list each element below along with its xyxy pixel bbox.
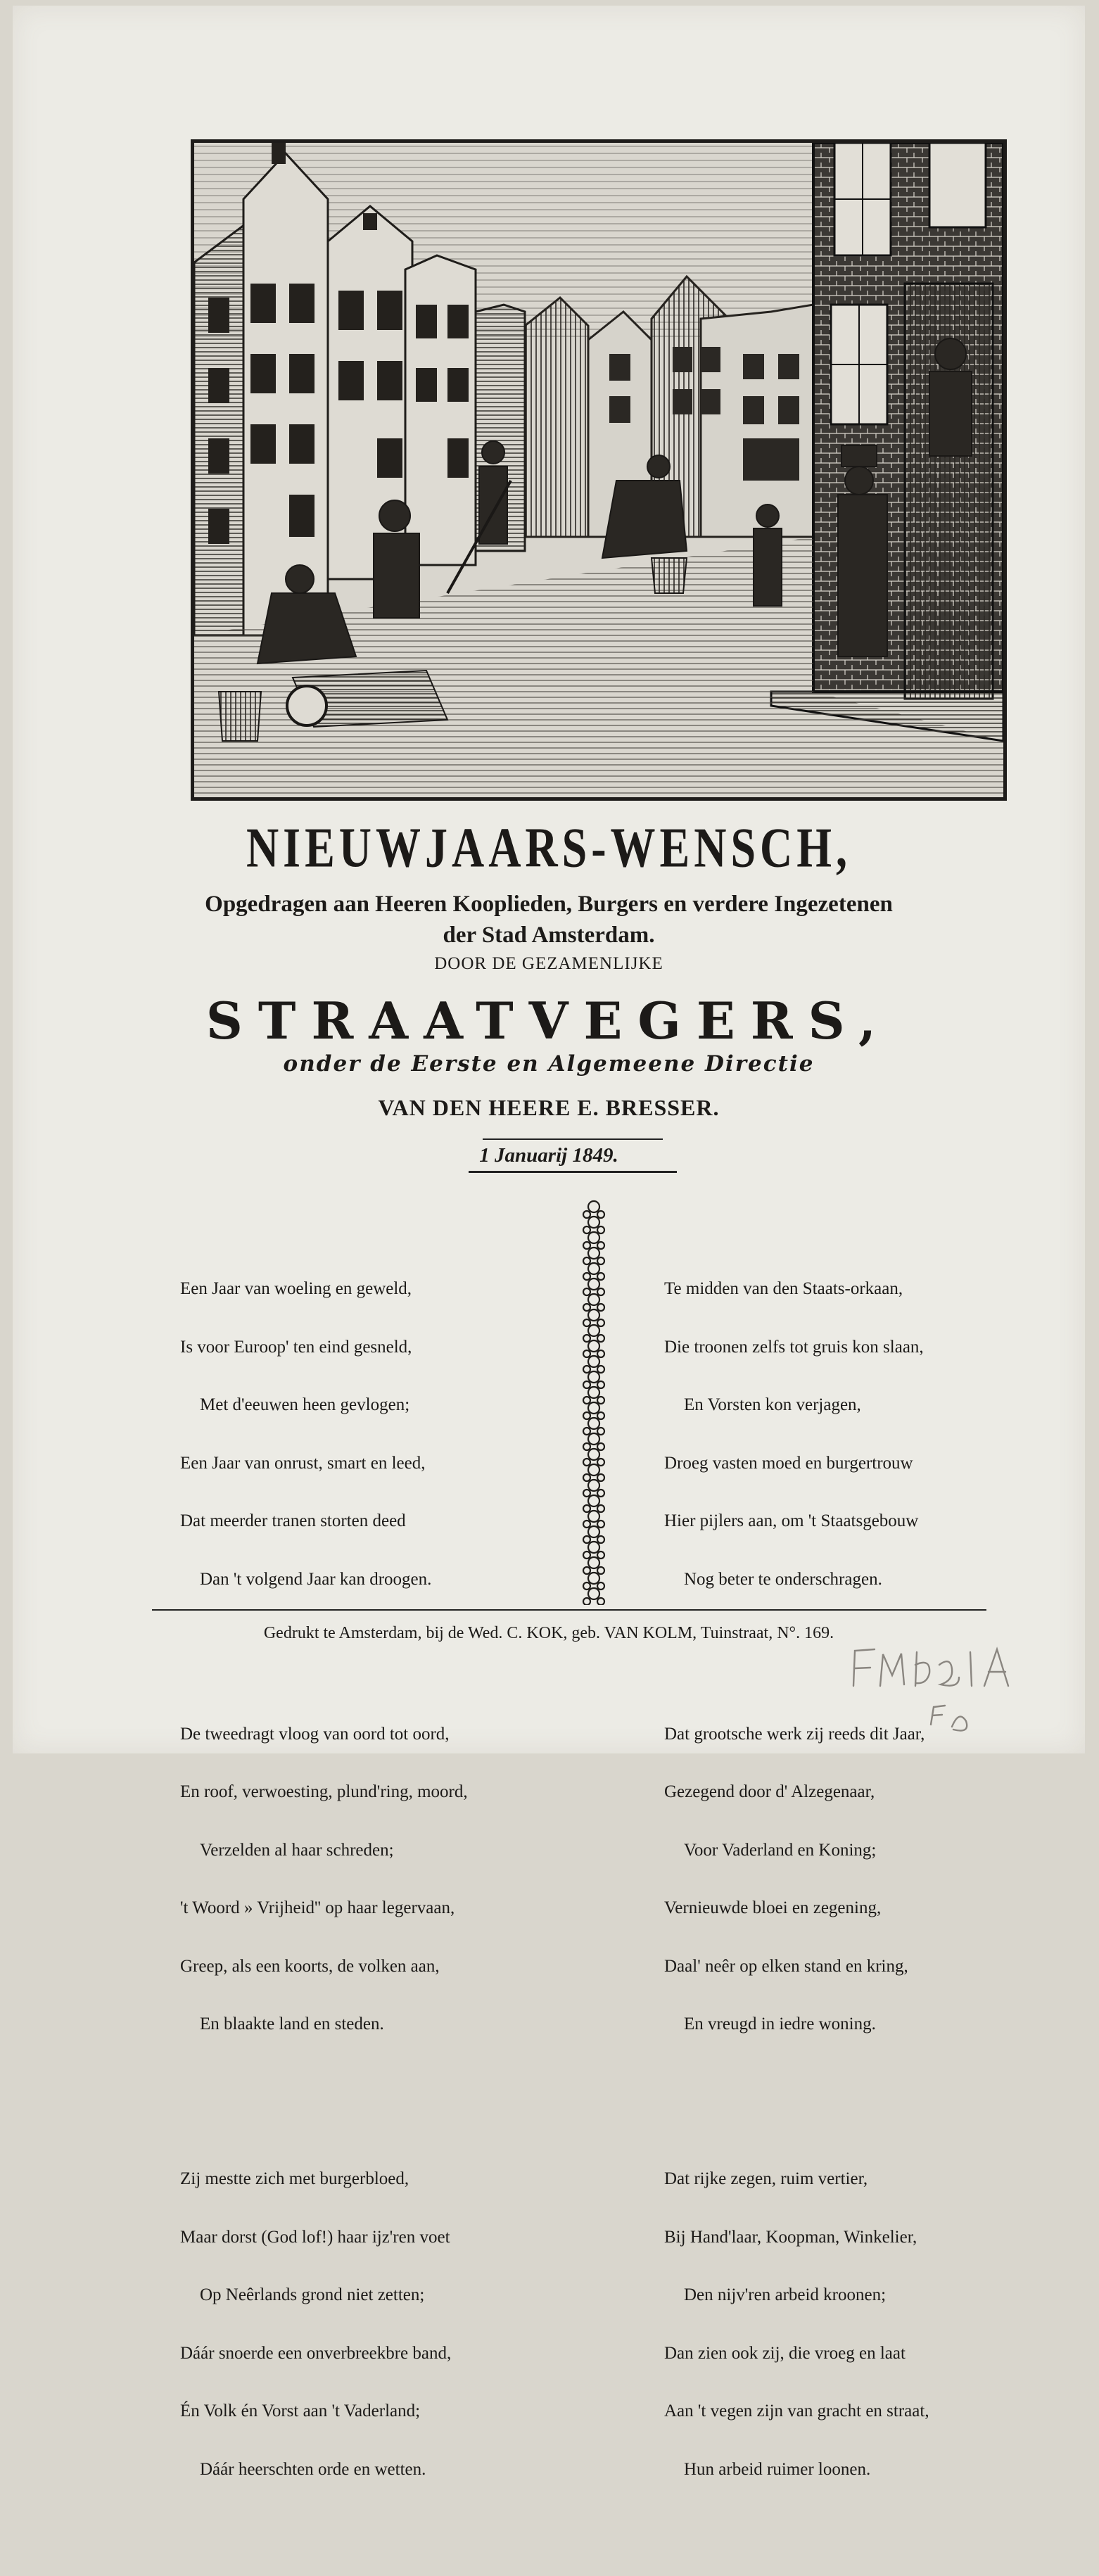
poem-line: Dáár snoerde een onverbreekbre band, <box>180 2343 452 2363</box>
poem-line: Dat rijke zegen, ruim vertier, <box>664 2169 868 2188</box>
poem-line: Een Jaar van woeling en geweld, <box>180 1279 412 1298</box>
poem-line: Een Jaar van onrust, smart en leed, <box>180 1453 426 1473</box>
poem-line: Hun arbeid ruimer loonen. <box>684 2459 871 2479</box>
poem-line: Te midden van den Staats-orkaan, <box>664 1279 903 1298</box>
door-de-gezamenlijke: DOOR DE GEZAMENLIJKE <box>434 954 663 973</box>
stanza <box>664 2131 929 2518</box>
poem-line: Vernieuwde bloei en zegening, <box>664 1898 882 1917</box>
poem-line: En vreugd in iedre woning. <box>684 2015 876 2033</box>
poem-line: Droeg vasten moed en burgertrouw <box>664 1453 913 1473</box>
dedication-line: Opgedragen aan Heeren Kooplieden, Burgers en verdere Ingezetenen <box>205 892 893 917</box>
poem-line: Greep, als een koorts, de volken aan, <box>180 1956 440 1976</box>
poem-left-column <box>180 1202 468 2576</box>
date-rule-top <box>483 1138 663 1140</box>
poem-line: En Vorsten kon verjagen, <box>684 1395 861 1414</box>
poem-right-column <box>664 1202 929 2576</box>
poem-line: En roof, verwoesting, plund'ring, moord, <box>180 1782 468 1801</box>
poem-line: Én Volk én Vorst aan 't Vaderland; <box>180 2401 421 2420</box>
poem-line: Dan zien ook zij, die vroeg en laat <box>664 2343 906 2363</box>
poem-line: Nog beter te onderschragen. <box>684 1569 882 1589</box>
poem-line: Verzelden al haar schreden; <box>200 1840 394 1860</box>
poem-line: Die troonen zelfs tot gruis kon slaan, <box>664 1337 924 1357</box>
printer-imprint: Gedrukt te Amsterdam, bij de Wed. C. KOK, geb. VAN KOLM, Tuinstraat, N°. 169. <box>263 1624 834 1642</box>
footer-rule <box>152 1609 986 1611</box>
dedication-line: der Stad Amsterdam. <box>443 922 655 948</box>
poem-line: Zij mestte zich met burgerbloed, <box>180 2169 409 2188</box>
straatvegers-heading: STRAATVEGERS, <box>205 991 892 1051</box>
poem-line: Hier pijlers aan, om 't Staatsgebouw <box>664 1511 919 1530</box>
column-divider-ornament <box>578 1197 609 1605</box>
stanza <box>180 2131 468 2518</box>
poem-line: Met d'eeuwen heen gevlogen; <box>200 1395 410 1414</box>
poem-line: Bij Hand'laar, Koopman, Winkelier, <box>664 2227 917 2247</box>
poem-line: Op Neêrlands grond niet zetten; <box>200 2285 425 2304</box>
poem-line: 't Woord » Vrijheid'' op haar legervaan, <box>180 1898 455 1917</box>
date: 1 Januarij 1849. <box>479 1144 618 1167</box>
poem-line: Aan 't vegen zijn van gracht en straat, <box>664 2401 929 2420</box>
poem-line: Dáár heerschten orde en wetten. <box>200 2459 426 2479</box>
poem-line: Dat meerder tranen storten deed <box>180 1511 406 1530</box>
poem-line: Voor Vaderland en Koning; <box>684 1840 877 1860</box>
poem-line: Is voor Euroop' ten eind gesneld, <box>180 1337 412 1357</box>
poem-line: Den nijv'ren arbeid kroonen; <box>684 2285 887 2304</box>
woodcut-illustration <box>191 139 1007 801</box>
date-rule-bottom <box>469 1171 677 1173</box>
broadsheet-page <box>13 6 1085 2479</box>
stanza <box>180 1686 468 2073</box>
stanza <box>664 1241 929 1628</box>
poem-line: Daal' neêr op elken stand en kring, <box>664 1956 908 1976</box>
poem-line: Maar dorst (God lof!) haar ijz'ren voet <box>180 2227 450 2247</box>
poem-line: En blaakte land en steden. <box>200 2015 384 2033</box>
dedication <box>13 889 1085 951</box>
stanza <box>180 1241 468 1628</box>
poem-line: Dat grootsche werk zij reeds dit Jaar, <box>664 1724 925 1744</box>
poem-line: De tweedragt vloog van oord tot oord, <box>180 1724 450 1744</box>
directie-line: onder de Eerste en Algemeene Directie <box>283 1051 815 1077</box>
handwritten-pencil-note <box>846 1637 1057 1749</box>
poem-line: Gezegend door d' Alzegenaar, <box>664 1782 875 1801</box>
heere-line: VAN DEN HEERE E. BRESSER. <box>378 1095 720 1120</box>
poem-line: Dan 't volgend Jaar kan droogen. <box>200 1569 432 1589</box>
poster-title: NIEUWJAARS-WENSCH, <box>246 816 852 879</box>
